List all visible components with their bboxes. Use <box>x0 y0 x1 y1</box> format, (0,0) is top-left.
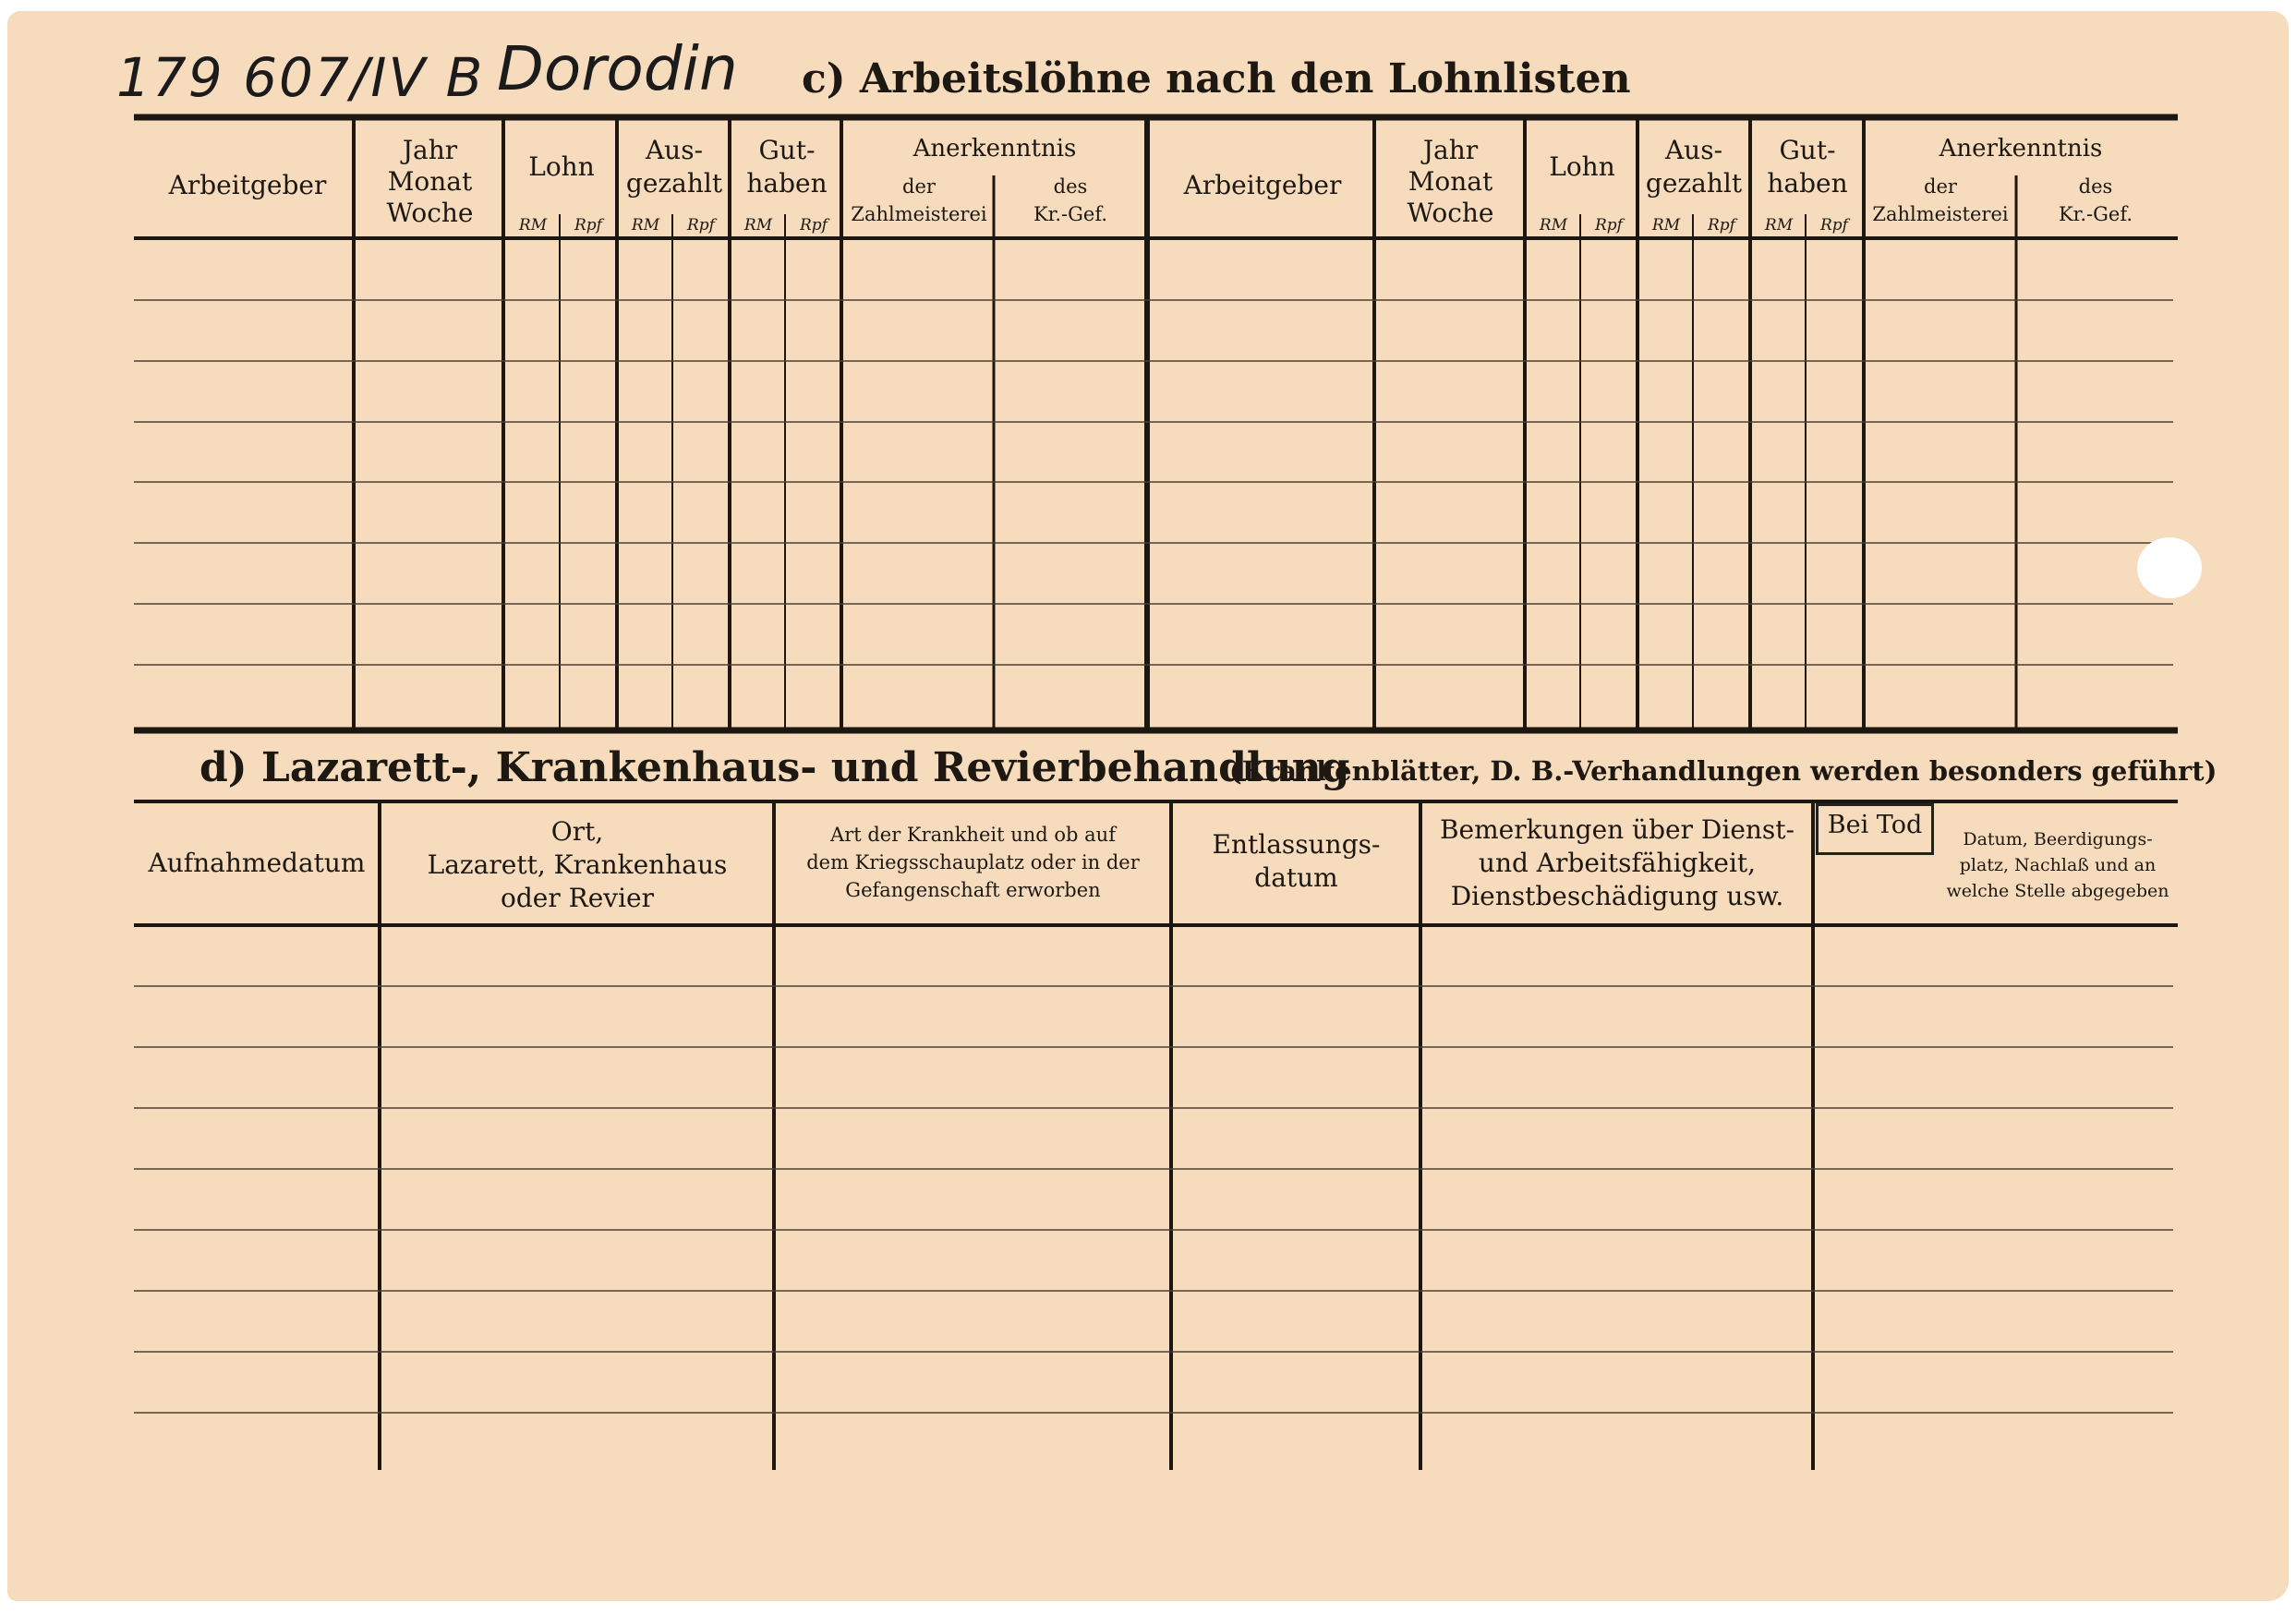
header-jahr-right: Jahr <box>1422 135 1479 165</box>
header-aus-right: Aus- <box>1664 135 1723 165</box>
header-aus-left: Aus- <box>645 135 704 165</box>
header-rm-gut-left: RM <box>743 216 773 235</box>
header-lohn-right: Lohn <box>1549 151 1615 182</box>
header-bemerkungen-line3: Dienstbeschädigung usw. <box>1450 881 1784 911</box>
header-rm-gut-right: RM <box>1764 216 1794 235</box>
header-rm-lohn-right: RM <box>1539 216 1568 235</box>
header-haben-left: haben <box>746 168 828 199</box>
header-lohn-left: Lohn <box>528 151 595 182</box>
header-krgef-left: Kr.-Gef. <box>1033 203 1108 225</box>
header-gut-left: Gut- <box>758 135 816 165</box>
header-ort-line3: oder Revier <box>500 883 655 913</box>
header-anerkenntnis-right: Anerkenntnis <box>1939 135 2103 163</box>
header-woche-right: Woche <box>1407 198 1494 228</box>
header-rpf-lohn-right: Rpf <box>1595 216 1623 235</box>
handwritten-name: Dorodin <box>497 33 738 104</box>
header-rpf-lohn-left: Rpf <box>574 216 602 235</box>
header-zahlmeisterei-left: Zahlmeisterei <box>851 203 987 225</box>
header-rpf-gut-left: Rpf <box>800 216 828 235</box>
header-ort-line2: Lazarett, Krankenhaus <box>427 849 728 880</box>
header-ort-line1: Ort, <box>550 816 604 847</box>
header-gezahlt-right: gezahlt <box>1645 168 1743 199</box>
header-monat-left: Monat <box>387 166 473 197</box>
header-rm-lohn-left: RM <box>518 216 548 235</box>
header-des-right: des <box>2078 175 2113 198</box>
header-rm-aus-left: RM <box>631 216 660 235</box>
header-zahlmeisterei-right: Zahlmeisterei <box>1872 203 2009 225</box>
header-aufnahmedatum: Aufnahmedatum <box>148 848 366 878</box>
header-bemerkungen-line1: Bemerkungen über Dienst- <box>1439 814 1795 845</box>
header-monat-right: Monat <box>1408 166 1493 197</box>
header-gut-right: Gut- <box>1779 135 1836 165</box>
header-art-line2: dem Kriegsschauplatz oder in der <box>806 851 1140 873</box>
header-entlassung-line1: Entlassungs- <box>1212 829 1381 860</box>
handwritten-number: 179 607/IV B <box>116 46 485 109</box>
header-arbeitgeber-right: Arbeitgeber <box>1183 170 1342 200</box>
header-art-line1: Art der Krankheit und ob auf <box>830 824 1116 846</box>
header-rm-aus-right: RM <box>1651 216 1681 235</box>
header-bemerkungen-line2: und Arbeitsfähigkeit, <box>1478 848 1757 878</box>
section-c-title: c) Arbeitslöhne nach den Lohnlisten <box>802 55 1631 102</box>
header-rpf-gut-right: Rpf <box>1820 216 1848 235</box>
header-datum-line2: platz, Nachlaß und an <box>1959 855 2157 875</box>
header-jahr-left: Jahr <box>402 135 458 165</box>
header-bei-tod: Bei Tod <box>1827 811 1923 839</box>
header-haben-right: haben <box>1767 168 1848 199</box>
header-rpf-aus-right: Rpf <box>1708 216 1735 235</box>
section-d-title: d) Lazarett-, Krankenhaus- und Revierbehandlung <box>199 744 1350 791</box>
header-woche-left: Woche <box>386 198 474 228</box>
section-d-subtitle: (Krankenblätter, D. B.-Verhandlungen werden besonders geführt) <box>1229 755 2217 787</box>
header-art-line3: Gefangenschaft erworben <box>845 879 1101 901</box>
header-rpf-aus-left: Rpf <box>687 216 715 235</box>
header-gezahlt-left: gezahlt <box>625 168 723 199</box>
header-der-left: der <box>902 175 936 198</box>
header-des-left: des <box>1053 175 1088 198</box>
form-ruling <box>7 11 2289 1601</box>
header-entlassung-line2: datum <box>1254 862 1338 893</box>
form-card <box>7 11 2289 1601</box>
header-anerkenntnis-left: Anerkenntnis <box>912 135 1077 163</box>
header-datum-line1: Datum, Beerdigungs- <box>1963 829 2153 849</box>
header-arbeitgeber-left: Arbeitgeber <box>168 170 327 200</box>
header-krgef-right: Kr.-Gef. <box>2058 203 2133 225</box>
header-datum-line3: welche Stelle abgegeben <box>1946 881 2169 901</box>
punch-hole <box>2137 537 2202 598</box>
header-der-right: der <box>1924 175 1957 198</box>
